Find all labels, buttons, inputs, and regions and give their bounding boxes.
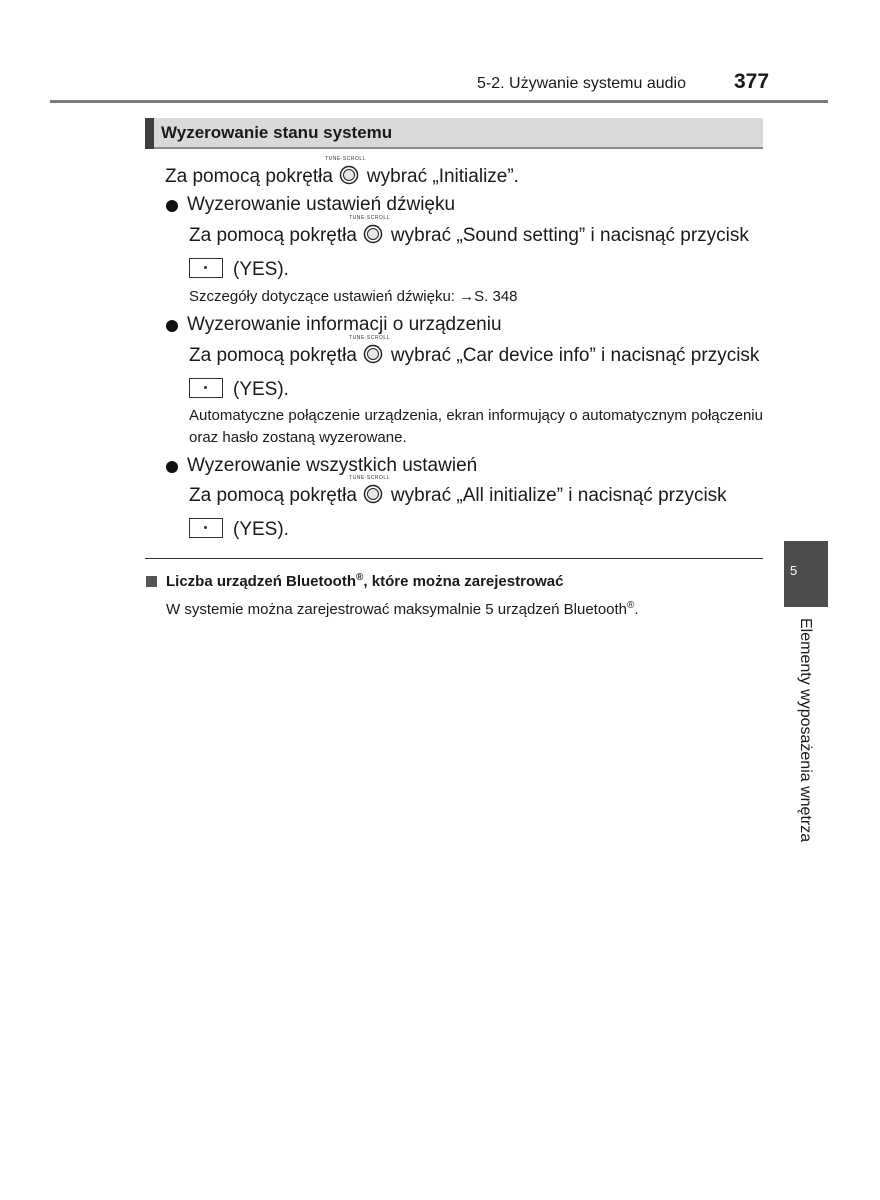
item-instruction: Za pomocą pokrętła TUNE·SCROLL wybrać „Sound setting” i nacisnąć przycisk bbox=[189, 215, 749, 246]
screen-button-icon bbox=[189, 378, 223, 398]
tune-scroll-knob-icon: TUNE·SCROLL bbox=[363, 224, 383, 244]
bullet-icon bbox=[166, 200, 178, 212]
yes-label: (YES). bbox=[233, 519, 289, 540]
screen-button-icon bbox=[189, 518, 223, 538]
tune-scroll-knob-icon: TUNE·SCROLL bbox=[363, 484, 383, 504]
chapter-tab bbox=[784, 541, 828, 607]
section-title-bar bbox=[145, 118, 763, 149]
bullet-icon bbox=[166, 461, 178, 473]
note-title: Liczba urządzeń Bluetooth®, które można zarejestrować bbox=[166, 572, 564, 590]
yes-label: (YES). bbox=[233, 379, 289, 400]
tune-scroll-knob-icon: TUNE·SCROLL bbox=[339, 165, 359, 185]
item-instruction: Za pomocą pokrętła TUNE·SCROLL wybrać „All initialize” i nacisnąć przycisk bbox=[189, 475, 727, 506]
item-heading: Wyzerowanie informacji o urządzeniu bbox=[187, 314, 502, 335]
page-number: 377 bbox=[734, 70, 770, 93]
item-heading: Wyzerowanie wszystkich ustawień bbox=[187, 455, 478, 476]
item-note: Automatyczne połączenie urządzenia, ekran informujący o automatycznym połączeniu oraz hasło zostaną wyzerowane. bbox=[189, 407, 763, 446]
tune-scroll-knob-icon: TUNE·SCROLL bbox=[363, 344, 383, 364]
bullet-icon bbox=[166, 320, 178, 332]
section-marker bbox=[145, 118, 154, 149]
header-rule bbox=[50, 100, 828, 103]
intro-instruction: Za pomocą pokrętła TUNE·SCROLL wybrać „Initialize”. bbox=[165, 156, 519, 187]
chapter-number: 5 bbox=[790, 563, 798, 578]
screen-button-icon bbox=[189, 258, 223, 278]
item-note: Szczegóły dotyczące ustawień dźwięku: →S. 348 bbox=[189, 288, 518, 305]
chapter-title: Elementy wyposażenia wnętrza bbox=[797, 618, 814, 843]
section-divider bbox=[145, 558, 763, 559]
section-title: Wyzerowanie stanu systemu bbox=[161, 123, 393, 142]
note-square-icon bbox=[146, 576, 157, 587]
yes-label: (YES). bbox=[233, 259, 289, 280]
item-instruction: Za pomocą pokrętła TUNE·SCROLL wybrać „Car device info” i nacisnąć przycisk bbox=[189, 335, 760, 366]
note-text: W systemie można zarejestrować maksymalnie 5 urządzeń Bluetooth®. bbox=[166, 600, 639, 618]
header-section-title: 5-2. Używanie systemu audio bbox=[477, 75, 686, 92]
item-heading: Wyzerowanie ustawień dźwięku bbox=[187, 194, 456, 215]
